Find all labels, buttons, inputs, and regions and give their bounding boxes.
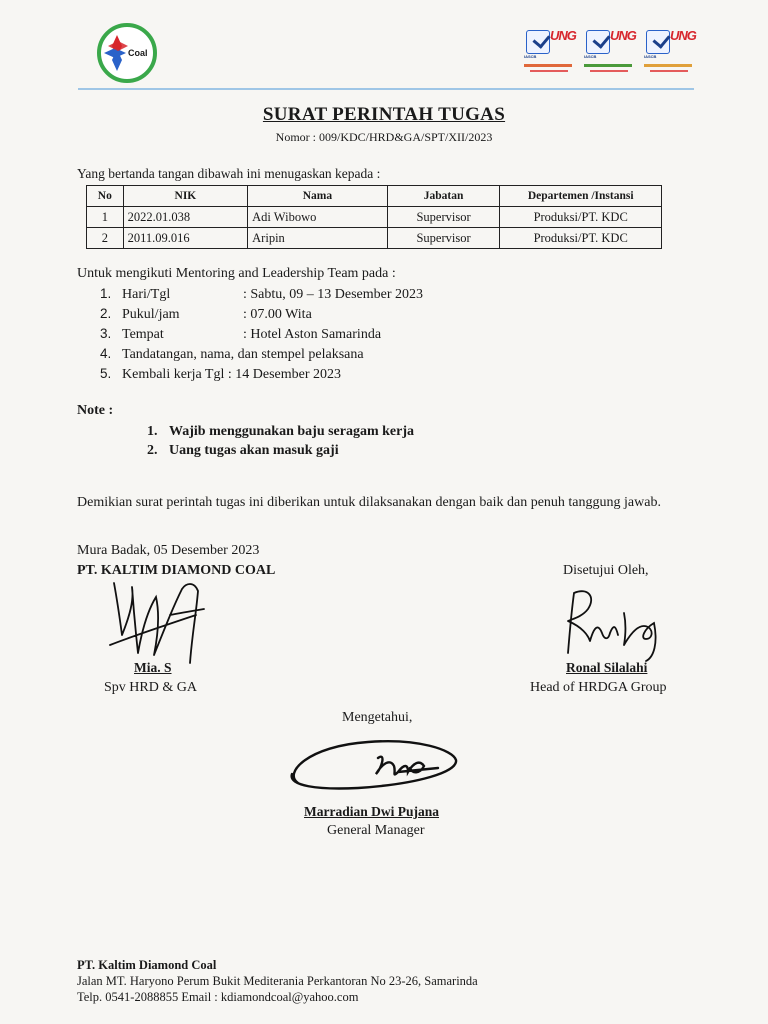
place-date: Mura Badak, 05 Desember 2023 xyxy=(77,543,260,558)
cert-badge xyxy=(580,26,638,74)
col-header-departemen: Departemen /Instansi xyxy=(500,186,662,207)
signer-title-center: General Manager xyxy=(327,823,425,838)
cell-departemen: Produksi/PT. KDC xyxy=(500,228,662,249)
detail-item xyxy=(100,326,381,343)
col-header-jabatan: Jabatan xyxy=(387,186,500,207)
footer-contact: Telp. 0541-2088855 Email : kdiamondcoal@yahoo.com xyxy=(77,990,359,1004)
cell-no: 2 xyxy=(87,228,124,249)
detail-item xyxy=(100,286,423,303)
signature-center xyxy=(278,728,468,808)
cell-jabatan: Supervisor xyxy=(387,228,500,249)
note-item xyxy=(147,443,339,459)
footer-company: PT. Kaltim Diamond Coal xyxy=(77,958,217,972)
note-number: 1. xyxy=(147,424,158,439)
footer-address: Jalan MT. Haryono Perum Bukit Mediterania Perkantoran No 23-26, Samarinda xyxy=(77,974,478,988)
cell-departemen: Produksi/PT. KDC xyxy=(500,207,662,228)
detail-value: : Hotel Aston Samarinda xyxy=(243,327,382,342)
detail-item xyxy=(100,306,312,323)
detail-number: 4. xyxy=(100,346,112,361)
cert-label: IASCB xyxy=(644,54,657,59)
signer-name-right: Ronal Silalahi xyxy=(566,660,648,675)
note-text: Wajib menggunakan baju seragam kerja xyxy=(169,424,415,439)
company-logo xyxy=(96,22,158,84)
document-title: SURAT PERINTAH TUGAS xyxy=(262,104,506,125)
col-header-nama: Nama xyxy=(248,186,388,207)
cert-label: IASCB xyxy=(584,54,597,59)
table-row xyxy=(87,207,662,228)
table-row xyxy=(87,228,662,249)
detail-number: 5. xyxy=(100,366,112,381)
detail-label: Tempat xyxy=(122,327,164,342)
intro-text: Yang bertanda tangan dibawah ini menugaskan kepada : xyxy=(77,166,381,181)
cell-jabatan: Supervisor xyxy=(387,207,500,228)
cert-label: IASCB xyxy=(524,54,537,59)
detail-label: Pukul/jam xyxy=(122,307,180,322)
cell-nik: 2022.01.038 xyxy=(123,207,248,228)
signer-name-left: Mia. S xyxy=(134,660,172,675)
cert-mark: UNG xyxy=(610,28,636,43)
cell-nama: Adi Wibowo xyxy=(248,207,388,228)
cert-mark: UNG xyxy=(670,28,696,43)
company-name: PT. KALTIM DIAMOND COAL xyxy=(77,563,276,578)
header-divider xyxy=(78,88,694,90)
detail-value: : 07.00 Wita xyxy=(243,307,312,322)
detail-value: : 14 Desember 2023 xyxy=(224,367,342,382)
cert-badge xyxy=(640,26,698,74)
detail-label: Hari/Tgl xyxy=(122,287,171,302)
note-item xyxy=(147,424,414,440)
col-header-no: No xyxy=(87,186,124,207)
approved-label: Disetujui Oleh, xyxy=(563,563,649,578)
cell-nik: 2011.09.016 xyxy=(123,228,248,249)
detail-number: 3. xyxy=(100,326,112,341)
detail-item xyxy=(100,346,364,363)
signer-name-center: Marradian Dwi Pujana xyxy=(304,804,439,819)
col-header-nik: NIK xyxy=(123,186,248,207)
acknowledged-label: Mengetahui, xyxy=(342,710,413,725)
cert-badge xyxy=(520,26,578,74)
detail-label: Kembali kerja Tgl xyxy=(122,367,225,382)
certification-badges xyxy=(520,26,698,76)
document-number: Nomor : 009/KDC/HRD&GA/SPT/XII/2023 xyxy=(275,130,493,144)
detail-value: : Sabtu, 09 – 13 Desember 2023 xyxy=(243,287,424,302)
closing-paragraph: Demikian surat perintah tugas ini diberikan untuk dilaksanakan dengan baik dan penuh tanggung jawab. xyxy=(77,495,661,510)
assignee-table xyxy=(86,185,662,249)
note-number: 2. xyxy=(147,443,158,458)
cert-mark: UNG xyxy=(550,28,576,43)
cell-nama: Aripin xyxy=(248,228,388,249)
purpose-text: Untuk mengikuti Mentoring and Leadership Team pada : xyxy=(77,266,396,281)
detail-item xyxy=(100,366,341,383)
detail-number: 2. xyxy=(100,306,112,321)
cell-no: 1 xyxy=(87,207,124,228)
logo-text: Coal xyxy=(128,48,148,58)
signature-right xyxy=(558,583,678,663)
signer-title-right: Head of HRDGA Group xyxy=(530,680,667,695)
note-heading: Note : xyxy=(77,403,114,418)
signer-title-left: Spv HRD & GA xyxy=(104,680,197,695)
note-text: Uang tugas akan masuk gaji xyxy=(169,443,339,458)
detail-number: 1. xyxy=(100,286,112,301)
detail-label: Tandatangan, nama, dan stempel pelaksana xyxy=(122,347,364,362)
table-header-row xyxy=(87,186,662,207)
